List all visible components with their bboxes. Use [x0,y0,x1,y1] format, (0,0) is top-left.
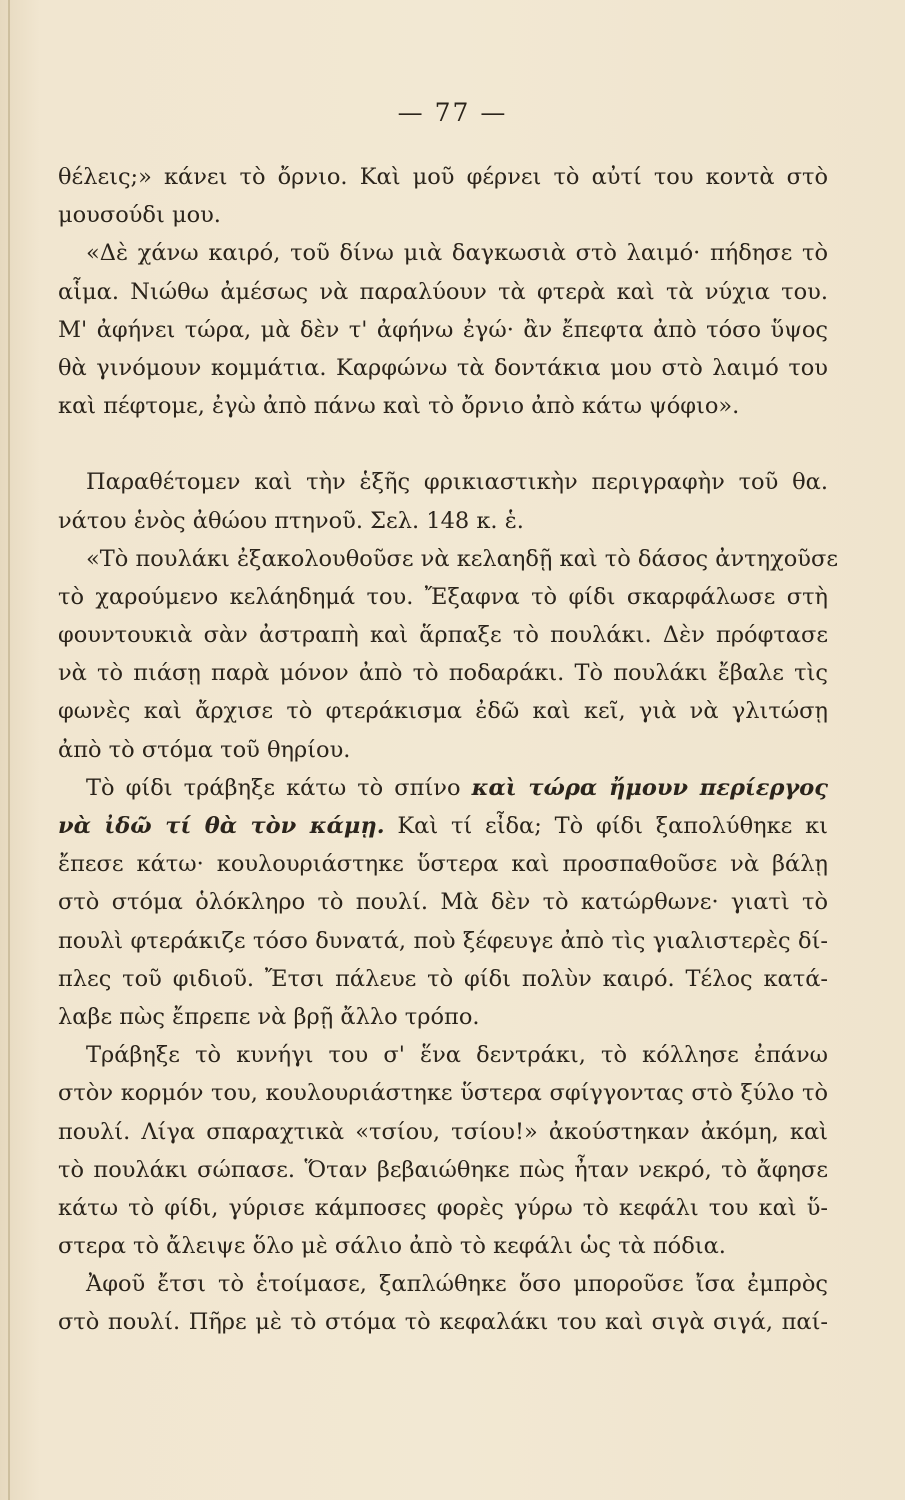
text-line [58,883,828,921]
line-text: φωνὲς καὶ ἄρχισε τὸ φτεράκισμα ἐδῶ καὶ κεῖ, γιὰ νὰ γλιτώσῃ [58,698,828,725]
page-edge [8,0,10,1500]
line-text: Τράβηξε τὸ κυνήγι του σ' ἕνα δεντράκι, τὸ κόλλησε ἐπάνω [86,1042,828,1069]
text-line [58,311,828,349]
line-text: Παραθέτομεν καὶ τὴν ἑξῆς φρικιαστικὴν περιγραφὴν τοῦ θα. [86,469,828,496]
line-text: στὸν κορμόν του, κουλουριάστηκε ὕστερα σφίγγοντας στὸ ξύλο τὸ [58,1080,828,1107]
line-text: Τὸ φίδι τράβηξε κάτω τὸ σπίνο [86,774,461,801]
text-line [58,502,828,540]
paragraph [58,234,828,425]
text-line [58,234,828,272]
text-line [58,196,828,234]
line-text: Καὶ τί εἶδα; Τὸ φίδι ξαπολύθηκε κι [384,813,828,839]
text-line [58,731,828,769]
line-text: «Τὸ πουλάκι ἐξακολουθοῦσε νὰ κελαηδῇ καὶ τὸ δάσος ἀντηχοῦσε [86,545,838,572]
paragraph [58,158,828,234]
text-line [58,1303,828,1341]
text-body [58,158,838,1342]
line-text: Μ' ἀφήνει τώρα, μὰ δὲν τ' ἀφήνω ἐγώ· ἂν ἔπεφτα ἀπὸ τόσο ὕψος [58,316,828,343]
line-text: λαβε πὼς ἔπρεπε νὰ βρῇ ἄλλο τρόπο. [58,1003,480,1030]
text-line [58,1265,828,1303]
line-text: καὶ πέφτομε, ἐγὼ ἀπὸ πάνω καὶ τὸ ὄρνιο ἀπὸ κάτω ψόφιο». [58,393,740,420]
text-line [58,998,828,1036]
line-text: κάτω τὸ φίδι, γύρισε κάμποσες φορὲς γύρω τὸ κεφάλι του καὶ ὕ- [58,1194,828,1221]
paragraph [58,1265,828,1341]
text-line [58,769,828,807]
line-text: Ἀφοῦ ἔτσι τὸ ἑτοίμασε, ξαπλώθηκε ὅσο μποροῦσε ἴσα ἐμπρὸς [86,1271,828,1298]
line-text: στὸ πουλί. Πῆρε μὲ τὸ στόμα τὸ κεφαλάκι του καὶ σιγὰ σιγά, παί- [58,1309,828,1336]
line-text: θὰ γινόμουν κομμάτια. Καρφώνω τὰ δοντάκια μου στὸ λαιμό του [58,354,828,381]
line-text: πουλί. Λίγα σπαραχτικὰ «τσίου, τσίου!» ἀκούστηκαν ἀκόμη, καὶ [58,1118,828,1145]
paragraph-gap [58,425,828,463]
line-text: νάτου ἑνὸς ἀθώου πτηνοῦ. Σελ. 148 κ. ἑ. [58,507,524,534]
text-line [58,960,828,998]
text-line [58,1227,828,1265]
text-line [58,1189,828,1227]
line-text: ἀπὸ τὸ στόμα τοῦ θηρίου. [58,736,351,763]
paragraph [58,1036,828,1265]
line-text: μουσούδι μου. [58,202,221,229]
line-text: πλες τοῦ φιδιοῦ. Ἔτσι πάλευε τὸ φίδι πολὺν καιρό. Τέλος κατά- [58,965,828,992]
text-line [58,273,828,311]
line-text: πουλὶ φτεράκιζε τόσο δυνατά, ποὺ ξέφευγε ἀπὸ τὶς γιαλιστερὲς δί- [58,927,828,954]
line-text: θέλεις;» κάνει τὸ ὄρνιο. Καὶ μοῦ φέρνει τὸ αὐτί του κοντὰ στὸ [58,164,828,190]
text-line [58,845,828,883]
line-text: τὸ πουλάκι σώπασε. Ὅταν βεβαιώθηκε πὼς ἦταν νεκρό, τὸ ἄφησε [58,1156,828,1183]
text-line [58,692,828,730]
paragraph [58,769,828,1036]
text-line [58,1074,828,1112]
text-line [58,807,828,845]
text-line [58,578,828,616]
text-line [58,349,828,387]
text-line [58,1113,828,1151]
page-number: — 77 — [397,98,508,127]
text-line [58,387,828,425]
line-text: ἔπεσε κάτω· κουλουριάστηκε ὕστερα καὶ προσπαθοῦσε νὰ βάλῃ [58,851,828,878]
line-text: αἷμα. Νιώθω ἀμέσως νὰ παραλύουν τὰ φτερὰ καὶ τὰ νύχια του. [58,278,828,305]
text-line [58,158,828,196]
line-text: «Δὲ χάνω καιρό, τοῦ δίνω μιὰ δαγκωσιὰ στὸ λαιμό· πήδησε τὸ [86,240,828,267]
paragraph [58,540,838,769]
text-line [58,616,828,654]
text-line [58,1151,828,1189]
line-text: στὸ στόμα ὁλόκληρο τὸ πουλί. Μὰ δὲν τὸ κατώρθωνε· γιατὶ τὸ [58,889,828,916]
text-line [58,922,828,960]
text-line [58,1036,828,1074]
text-line [58,463,828,501]
line-text: τὸ χαρούμενο κελάηδημά του. Ἔξαφνα τὸ φίδι σκαρφάλωσε στὴ [58,583,828,610]
text-line [58,654,828,692]
paragraph [58,463,828,539]
emphasized-text: νὰ ἰδῶ τί θὰ τὸν κάμῃ. [58,813,385,839]
text-line [58,540,838,578]
line-text: νὰ τὸ πιάσῃ παρὰ μόνον ἀπὸ τὸ ποδαράκι. Τὸ πουλάκι ἔβαλε τὶς [58,660,828,687]
line-text: φουντουκιὰ σὰν ἀστραπὴ καὶ ἅρπαξε τὸ πουλάκι. Δὲν πρόφτασε [58,622,828,649]
line-text: στερα τὸ ἄλειψε ὅλο μὲ σάλιο ἀπὸ τὸ κεφάλι ὡς τὰ πόδια. [58,1233,726,1260]
emphasized-text: καὶ τώρα ἤμουν περίεργος [471,774,828,801]
